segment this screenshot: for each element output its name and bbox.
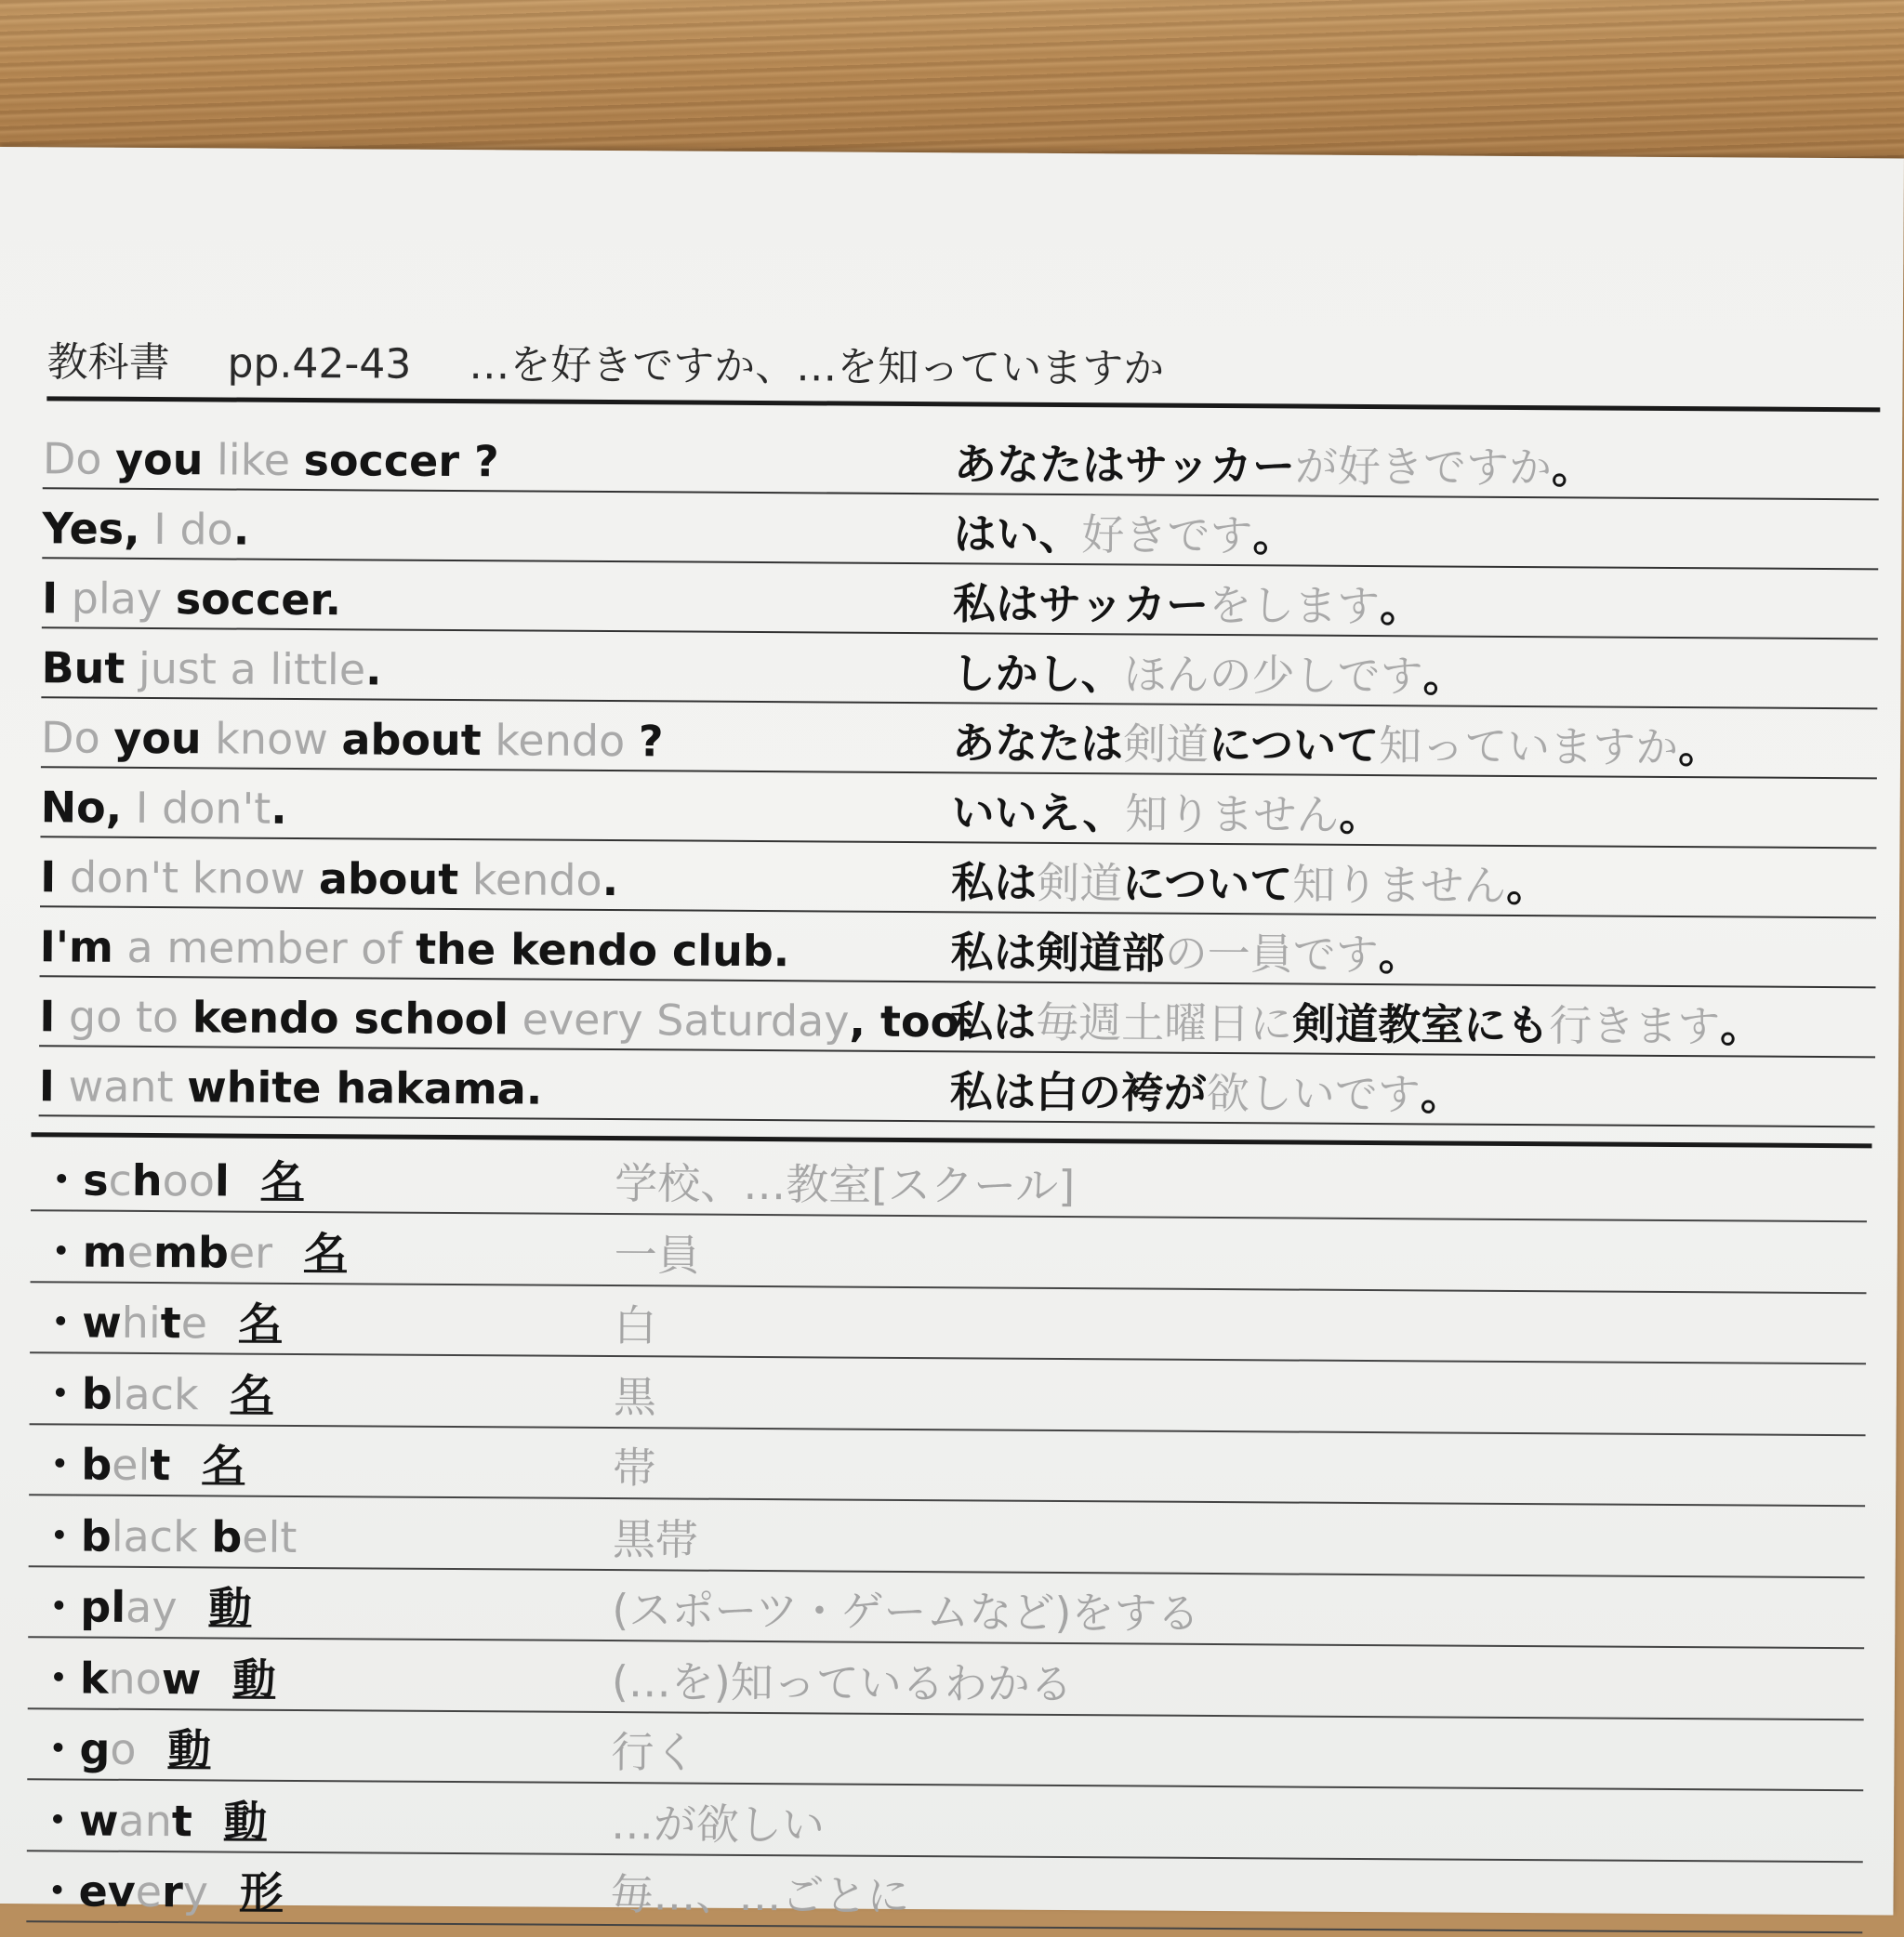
japanese-segment: 知っていますか (1379, 720, 1679, 773)
vocab-row (31, 1140, 1867, 1222)
japanese-segment: 私は白の袴が (949, 1066, 1207, 1118)
english-segment: every Saturday (508, 994, 850, 1047)
japanese-translation (951, 778, 1382, 850)
japanese-segment: 。 (1720, 1001, 1764, 1052)
vocab-word (39, 1359, 273, 1430)
lesson-topic: …を好きですか、…を知っていますか (469, 341, 1165, 393)
english-segment: don't know (56, 851, 320, 904)
vocab-word-segment: elt (242, 1511, 298, 1562)
sentence-row (40, 767, 1876, 849)
japanese-segment: について (1122, 858, 1293, 910)
english-segment: about (341, 714, 482, 766)
vocab-row (28, 1566, 1864, 1649)
sentence-row (41, 697, 1877, 779)
english-segment: like (203, 434, 304, 486)
english-segment: I don't (122, 782, 271, 834)
vocab-word (37, 1643, 276, 1715)
vocab-word-segment: y (182, 1866, 209, 1917)
english-segment: a member of (112, 921, 416, 974)
english-segment: I (39, 991, 56, 1042)
vocab-meaning: 学校、…教室[スクール] (615, 1158, 1076, 1212)
vocab-word-segment: lack (112, 1368, 199, 1419)
vocab-row (29, 1496, 1865, 1578)
vocab-row (30, 1353, 1866, 1436)
japanese-segment: 剣道 (1122, 718, 1210, 770)
vocab-word-segment: o (110, 1723, 137, 1774)
vocab-meaning: 行く (611, 1727, 697, 1778)
vocab-word-segment: e (180, 1298, 208, 1349)
vocab-meaning: (…を)知っているわかる (611, 1655, 1073, 1709)
vocab-word-segment: t (160, 1298, 181, 1349)
sentence-row (39, 1046, 1875, 1127)
vocab-word (36, 1785, 267, 1857)
english-segment: I'm (39, 921, 114, 972)
sentence-row (40, 906, 1876, 988)
japanese-translation (954, 429, 1595, 502)
vocab-word-segment: ・b (38, 1367, 112, 1419)
japanese-segment: 行きます (1549, 1000, 1721, 1052)
vocab-word-segment: hi (121, 1297, 161, 1349)
vocab-word-segment: ・b (38, 1439, 112, 1490)
wooden-desk (0, 0, 1904, 163)
vocab-word-segment: ・g (36, 1723, 111, 1774)
japanese-segment: について (1208, 718, 1380, 771)
english-segment: Do (42, 433, 116, 484)
japanese-translation (950, 1057, 1463, 1128)
japanese-segment: 。 (1379, 581, 1423, 632)
japanese-segment: あなたは (951, 718, 1124, 770)
english-segment: play (57, 573, 176, 625)
japanese-segment: 私は (950, 996, 1037, 1048)
japanese-segment: 。 (1420, 1069, 1463, 1120)
part-of-speech: 名 (260, 1155, 304, 1207)
vocab-word-segment: e (135, 1865, 163, 1917)
english-segment: about (318, 853, 459, 905)
japanese-segment: 。 (1551, 442, 1595, 494)
english-segment: I do (139, 503, 233, 555)
sentence-row (39, 976, 1875, 1058)
english-segment: , (105, 782, 123, 833)
vocab-word-segment: ・w (39, 1297, 122, 1348)
vocab-meaning: 黒 (613, 1371, 656, 1422)
english-segment: ? (458, 436, 499, 487)
japanese-segment: はい、 (953, 508, 1082, 560)
japanese-segment: が好きですか (1294, 441, 1553, 494)
japanese-segment: 。 (1506, 860, 1550, 912)
vocab-word-segment: mb (152, 1226, 230, 1278)
english-segment: . (602, 854, 619, 906)
japanese-translation (952, 639, 1465, 710)
vocab-word-segment: c (108, 1154, 133, 1206)
english-segment: . (773, 926, 790, 977)
vocab-word (40, 1217, 348, 1288)
sentence-row (43, 418, 1879, 500)
english-segment: Yes (42, 503, 125, 554)
vocab-row (27, 1708, 1863, 1791)
japanese-segment: しかし、 (952, 648, 1124, 700)
vocab-word (40, 1145, 304, 1217)
japanese-segment: 欲しいです (1206, 1067, 1421, 1120)
vocab-word-segment: ・pl (37, 1581, 126, 1632)
textbook-label: 教科書 (46, 338, 170, 388)
japanese-segment: 好きです (1081, 509, 1253, 561)
vocab-word (38, 1501, 298, 1573)
english-sentence (42, 563, 342, 634)
english-segment: No (40, 782, 106, 833)
japanese-segment: 。 (1252, 510, 1296, 561)
english-segment: kendo (481, 715, 639, 767)
english-segment: I (40, 851, 57, 903)
sentence-row (41, 627, 1877, 709)
japanese-segment: 。 (1339, 789, 1382, 841)
vocab-meaning: 帯 (613, 1443, 656, 1494)
sentence-row (42, 558, 1878, 639)
vocab-word (35, 1856, 283, 1928)
vocab-word-segment: no (108, 1653, 163, 1704)
sentence-row (42, 488, 1878, 570)
japanese-translation (950, 987, 1763, 1061)
part-of-speech: 動 (208, 1582, 252, 1633)
english-segment: , too. (849, 995, 976, 1048)
english-segment: Do (40, 712, 114, 763)
english-sentence (41, 703, 664, 775)
japanese-segment: あなたはサッカー (953, 439, 1296, 492)
vocab-word-segment: ay (125, 1581, 178, 1633)
english-segment: ? (638, 716, 664, 767)
vocab-word-segment: an (118, 1795, 173, 1846)
english-segment: soccer (175, 573, 325, 626)
vocab-word (37, 1572, 252, 1642)
vocab-word (39, 1287, 282, 1359)
japanese-segment: いいえ、 (951, 787, 1126, 839)
english-segment: , (123, 503, 140, 554)
vocab-word-segment: oo (162, 1155, 216, 1206)
vocab-meaning: (スポーツ・ゲームなど)をする (612, 1585, 1200, 1639)
page-header (46, 328, 1878, 402)
japanese-translation (951, 917, 1421, 989)
part-of-speech: 名 (303, 1227, 348, 1278)
part-of-speech: 形 (239, 1866, 284, 1917)
japanese-segment: 私はサッカー (952, 578, 1210, 630)
japanese-segment: 知りません (1125, 788, 1340, 840)
english-segment: I (38, 1061, 56, 1112)
japanese-segment: 剣道 (1037, 857, 1123, 909)
japanese-segment: をします (1208, 579, 1381, 632)
vocab-word-segment: b (211, 1510, 243, 1562)
vocab-word-segment: ・ev (35, 1865, 136, 1917)
english-sentence (40, 772, 287, 843)
english-segment: white hakama (187, 1061, 526, 1114)
vocab-row (30, 1282, 1866, 1364)
part-of-speech: 動 (223, 1796, 268, 1847)
japanese-segment: 私は剣道部 (950, 927, 1165, 979)
japanese-segment: 毎週土曜日に (1036, 996, 1293, 1049)
vocab-word-segment: e (126, 1226, 154, 1277)
vocab-word-segment: t (171, 1795, 193, 1846)
vocab-word (38, 1430, 245, 1500)
english-segment: want (54, 1061, 188, 1113)
part-of-speech: 動 (232, 1654, 276, 1705)
vocab-row (27, 1780, 1863, 1863)
japanese-segment: 。 (1422, 651, 1466, 702)
page-range: pp.42-43 (227, 339, 412, 389)
vocab-word-segment: er (228, 1227, 273, 1278)
vocab-word-segment: t (150, 1440, 171, 1491)
vocab-word-segment: h (131, 1154, 163, 1206)
english-segment: know (201, 713, 342, 765)
part-of-speech: 動 (167, 1724, 211, 1775)
english-segment: kendo (458, 854, 602, 905)
sentence-row (40, 837, 1876, 918)
vocab-meaning: …が欲しい (610, 1798, 826, 1850)
english-segment: . (324, 574, 342, 626)
vocab-meaning: 一員 (614, 1229, 700, 1281)
english-sentence (41, 633, 381, 704)
japanese-segment: ほんの少しです (1123, 649, 1423, 702)
japanese-segment: 私は (951, 857, 1038, 908)
english-segment: I (41, 573, 59, 624)
vocab-word-segment: l (214, 1155, 230, 1206)
part-of-speech: 名 (238, 1298, 283, 1349)
vocab-row (29, 1424, 1865, 1507)
japanese-translation (952, 708, 1722, 782)
vocab-meaning: 白 (614, 1300, 657, 1351)
japanese-segment: 知りません (1292, 859, 1507, 911)
english-segment: soccer (303, 435, 460, 487)
english-segment: the kendo club (416, 923, 774, 977)
english-sentence (39, 982, 976, 1056)
japanese-translation (953, 499, 1295, 570)
part-of-speech: 名 (202, 1440, 245, 1491)
vocab-word-segment: ・s (40, 1154, 109, 1206)
vocab-word-segment: ・b (37, 1509, 112, 1561)
english-sentence (40, 842, 618, 915)
vocab-meaning: 毎…、…ごとに (610, 1869, 910, 1922)
english-segment: go to (55, 991, 192, 1043)
japanese-translation (951, 848, 1550, 920)
japanese-segment: 剣道教室にも (1292, 998, 1550, 1051)
vocab-meaning: 黒帯 (612, 1513, 699, 1565)
vocab-word-segment: lack (111, 1510, 212, 1561)
english-segment: you (114, 433, 204, 485)
worksheet-page (0, 147, 1904, 1922)
vocab-row (26, 1851, 1862, 1933)
english-segment: . (525, 1063, 543, 1114)
english-sentence (42, 494, 249, 563)
english-segment: you (113, 712, 202, 764)
part-of-speech: 名 (230, 1369, 273, 1420)
japanese-segment: 。 (1378, 929, 1421, 981)
english-segment: kendo school (192, 992, 509, 1045)
vocab-word (36, 1714, 211, 1785)
japanese-segment: の一員です (1164, 928, 1379, 981)
vocab-word-segment: w (161, 1653, 202, 1704)
vocab-word-segment: ・w (35, 1794, 119, 1846)
japanese-translation (953, 569, 1423, 640)
vocab-word-segment: ・k (36, 1652, 109, 1704)
english-segment: . (232, 504, 250, 555)
japanese-segment: 。 (1678, 722, 1722, 773)
english-segment: But (41, 642, 126, 693)
english-sentence (39, 1051, 543, 1123)
english-segment: . (271, 783, 287, 834)
vocab-word-segment: el (112, 1439, 151, 1491)
english-sentence (43, 424, 499, 495)
english-segment: . (364, 644, 382, 695)
english-sentence (40, 912, 790, 985)
vocab-row (28, 1638, 1864, 1720)
vocab-word-segment: r (161, 1866, 183, 1917)
english-segment: just a little (125, 642, 366, 695)
vocab-row (31, 1211, 1867, 1294)
vocab-word-segment: ・m (39, 1225, 127, 1277)
